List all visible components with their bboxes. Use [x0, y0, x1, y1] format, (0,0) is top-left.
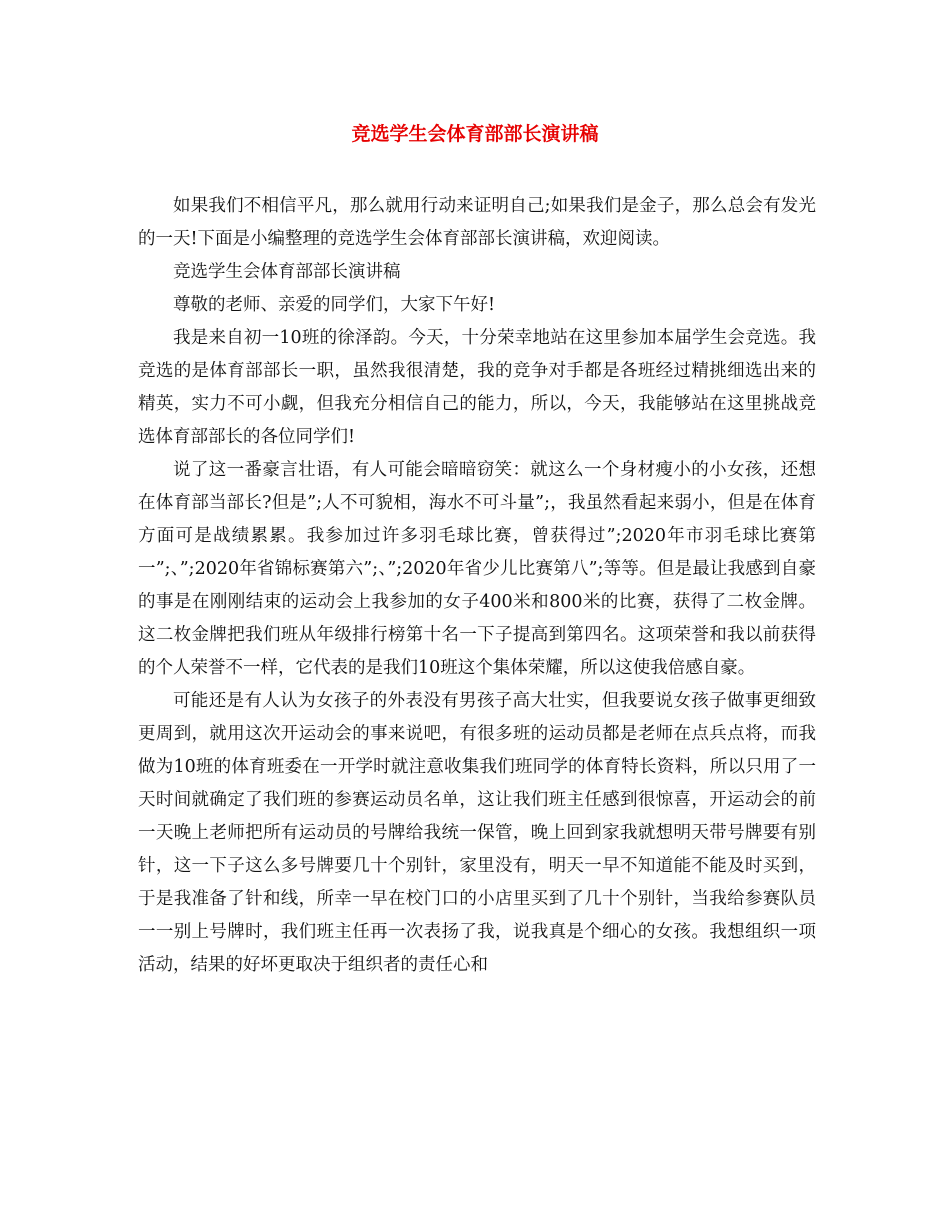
paragraph-attention-to-detail: 可能还是有人认为女孩子的外表没有男孩子高大壮实，但我要说女孩子做事更细致更周到，就用这次开运动会的事来说吧，有很多班的运动员都是老师在点兵点将，而我做为10班的体育班委在一开学时就注意收集我们班同学的体育特长资料，所以只用了一天时间就确定了我们班的参赛运动员名单，这让我们班主任感到很惊喜，开运动会的前一天晚上老师把所有运动员的号牌给我统一保管，晚上回到家我就想明天带号牌要有别针，这一下子这么多号牌要几十个别针，家里没有，明天一早不知道能不能及时买到，于是我准备了针和线，所幸一早在校门口的小店里买到了几十个别针，当我给参赛队员一一别上号牌时，我们班主任再一次表扬了我，说我真是个细心的女孩。我想组织一项活动，结果的好坏更取决于组织者的责任心和	[138, 691, 816, 975]
paragraph-greeting: 尊敬的老师、亲爱的同学们，大家下午好!	[173, 295, 496, 315]
document-body	[138, 190, 816, 982]
paragraph-subtitle: 竞选学生会体育部部长演讲稿	[173, 262, 401, 282]
document-title: 竞选学生会体育部部长演讲稿	[351, 123, 599, 145]
paragraph-self-introduction: 我是来自初一10班的徐泽韵。今天，十分荣幸地站在这里参加本届学生会竞选。我竞选的是体育部部长一职，虽然我很清楚，我的竞争对手都是各班经过精挑细选出来的精英，实力不可小觑，但我充分相信自己的能力，所以，今天，我能够站在这里挑战竞选体育部部长的各位同学们!	[138, 328, 816, 447]
paragraph-achievements: 说了这一番豪言壮语，有人可能会暗暗窃笑：就这么一个身材瘦小的小女孩，还想在体育部当部长?但是”;人不可貌相，海水不可斗量”;，我虽然看起来弱小，但是在体育方面可是战绩累累。我参加过许多羽毛球比赛，曾获得过”;2020年市羽毛球比赛第一”;、”;2020年省锦标赛第六”;、”;2020年省少儿比赛第八”;等等。但是最让我感到自豪的事是在刚刚结束的运动会上我参加的女子400米和800米的比赛，获得了二枚金牌。这二枚金牌把我们班从年级排行榜第十名一下子提高到第四名。这项荣誉和我以前获得的个人荣誉不一样，它代表的是我们10班这个集体荣耀，所以这使我倍感自豪。	[138, 460, 816, 678]
paragraph-intro: 如果我们不相信平凡，那么就用行动来证明自己;如果我们是金子，那么总会有发光的一天!下面是小编整理的竞选学生会体育部部长演讲稿，欢迎阅读。	[138, 196, 816, 249]
